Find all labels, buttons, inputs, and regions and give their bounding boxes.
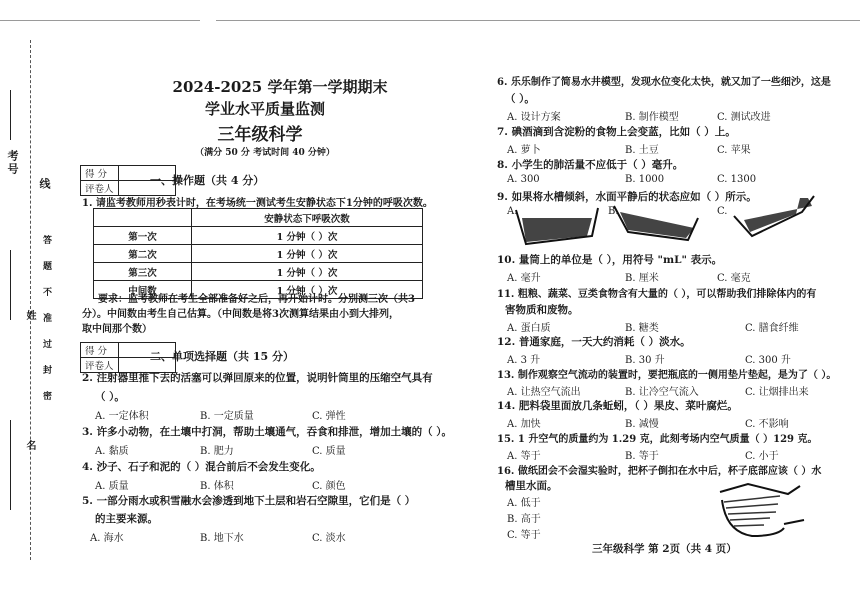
question-9: 9. 如果将水槽倾斜，水面平静后的状态应如（ ）所示。 (497, 191, 757, 203)
option-c[interactable]: C. 膳食纤维 (745, 323, 799, 334)
question-10: 10. 量筒上的单位是（ ），用符号 "mL" 表示。 (497, 254, 723, 266)
table-header: 安静状态下呼吸次数 (192, 209, 423, 227)
section2-title: 二、单项选择题（共 15 分） (150, 350, 294, 363)
row-label: 第一次 (94, 227, 192, 245)
seal-char: 准 (43, 314, 53, 324)
seal-char: 过 (43, 340, 53, 350)
table-row (94, 227, 423, 245)
question-3: 3. 许多小动物，在土壤中打洞，帮助土壤通气，吞食和排泄，增加土壤的（ ）。 (82, 426, 453, 438)
option-b[interactable]: B. 高于 (507, 514, 541, 525)
row-value[interactable]: 1 分钟（ ）次 (192, 281, 423, 299)
seal-char: 不 (43, 288, 53, 298)
option-c[interactable]: C. 等于 (507, 530, 541, 541)
breathing-table (93, 208, 423, 299)
class-blank (10, 420, 11, 510)
grader-label: 评卷人 (81, 181, 119, 196)
option-b[interactable]: B. 厘米 (625, 273, 659, 284)
score-label: 得 分 (81, 343, 119, 358)
option-a[interactable]: A. 质量 (95, 481, 129, 492)
row-label: 第二次 (94, 245, 192, 263)
question-6-cont: （ ）。 (505, 93, 535, 105)
option-c[interactable]: C. 不影响 (745, 419, 789, 430)
option-b[interactable]: B. 等于 (625, 451, 659, 462)
margin-name-mark: 名 (24, 440, 35, 452)
seal-char: 封 (43, 366, 53, 376)
option-a[interactable]: A. 让热空气流出 (507, 387, 581, 398)
option-a[interactable]: A. 毫升 (507, 273, 541, 284)
table-header-empty (94, 209, 192, 227)
option-c[interactable]: C. 质量 (312, 446, 346, 457)
table-row (94, 245, 423, 263)
binding-line (30, 40, 31, 560)
option-c[interactable]: C. 1300 (717, 174, 757, 185)
grader-label: 评卷人 (81, 358, 119, 373)
option-b[interactable]: B. 30 升 (625, 355, 665, 366)
tilted-tank-c-icon (730, 194, 820, 240)
section1-title: 一、操作题（共 4 分） (150, 174, 265, 187)
option-b[interactable]: B. 肥力 (200, 446, 234, 457)
note-line: 分）。中间数由考生自己估算。（中间数是将3次测算结果由小到大排列， (82, 309, 399, 320)
option-c[interactable]: C. 颜色 (312, 481, 346, 492)
score-label: 得 分 (81, 166, 119, 181)
option-a[interactable]: A. 等于 (507, 451, 541, 462)
option-b[interactable]: B. 制作模型 (625, 112, 679, 123)
question-4: 4. 沙子、石子和泥的（ ）混合前后不会发生变化。 (82, 461, 321, 473)
option-b[interactable]: B. 减慢 (625, 419, 659, 430)
tilted-tank-b-icon (612, 202, 702, 244)
scan-top-line-right (216, 20, 860, 21)
seal-char: 密 (43, 392, 53, 402)
exam-number-blank (10, 90, 11, 140)
option-a[interactable]: A. 蛋白质 (507, 323, 551, 334)
option-b[interactable]: B. 地下水 (200, 533, 244, 544)
question-13: 13. 制作观察空气流动的装置时，要把瓶底的一侧用垫片垫起，是为了（ ）。 (497, 370, 837, 381)
question-16-cont: 槽里水面。 (505, 480, 558, 492)
question-12: 12. 普通家庭，一天大约消耗（ ）淡水。 (497, 336, 691, 348)
option-b[interactable]: B. (608, 206, 619, 217)
option-b[interactable]: B. 糖类 (625, 323, 659, 334)
option-c[interactable]: C. 弹性 (312, 411, 346, 422)
option-a[interactable]: A. 萝卜 (507, 145, 541, 156)
note-line: 取中间那个数） (82, 324, 152, 335)
question-5-cont: 的主要来源。 (95, 513, 158, 525)
option-a[interactable]: A. 加快 (507, 419, 541, 430)
question-8: 8. 小学生的肺活量不应低于（ ）毫升。 (497, 159, 684, 171)
question-11: 11. 粗粮、蔬菜、豆类食物含有大量的（ ），可以帮助我们排除体内的有 (497, 289, 817, 300)
scan-top-line-left (0, 20, 200, 21)
option-c[interactable]: C. 让烟排出来 (745, 387, 809, 398)
question-1: 1. 请监考教师用秒表计时，在考场统一测试考生安静状态下1分钟的呼吸次数。 (82, 198, 433, 209)
question-2-cont: （ ）。 (95, 391, 125, 403)
note-line: 要求：监考教师在考生全部准备好之后，再开始计时。分别测三次（共3 (98, 294, 415, 305)
option-a[interactable]: A. 黏质 (95, 446, 129, 457)
question-2: 2. 注射器里推下去的活塞可以弹回原来的位置，说明针筒里的压缩空气具有 (82, 372, 433, 384)
exam-title-line3: 三年级科学 (217, 125, 303, 145)
requirement-note (82, 292, 432, 337)
option-b[interactable]: B. 让冷空气流入 (625, 387, 699, 398)
exam-title-line1: 2024-2025 学年第一学期期末 (172, 78, 388, 96)
option-a[interactable]: A. 300 (507, 174, 540, 185)
option-c[interactable]: C. 毫克 (717, 273, 751, 284)
row-value[interactable]: 1 分钟（ ）次 (192, 227, 423, 245)
tilted-tank-a-icon (512, 206, 602, 246)
option-c[interactable]: C. (717, 206, 728, 217)
option-b[interactable]: B. 一定质量 (200, 411, 254, 422)
option-a[interactable]: A. (507, 206, 518, 217)
option-c[interactable]: C. 小于 (745, 451, 779, 462)
seal-chars (43, 228, 55, 410)
name-blank (10, 250, 11, 320)
seal-char: 题 (43, 262, 53, 272)
question-14: 14. 肥料袋里面放几条蚯蚓，（ ）果皮、菜叶腐烂。 (497, 400, 738, 412)
row-label: 第三次 (94, 263, 192, 281)
question-11-cont: 害物质和废物。 (505, 304, 579, 316)
exam-number-label: 考号 (6, 150, 19, 176)
row-value[interactable]: 1 分钟（ ）次 (192, 263, 423, 281)
option-a[interactable]: A. 低于 (507, 498, 541, 509)
water-trough-cup-icon (712, 478, 812, 540)
question-15: 15. 1 升空气的质量约为 1.29 克，此刻考场内空气质量（ ）129 克。 (497, 434, 818, 445)
option-b[interactable]: B. 土豆 (625, 145, 659, 156)
seal-char: 答 (43, 236, 53, 246)
table-row (94, 263, 423, 281)
question-5: 5. 一部分雨水或积雪融水会渗透到地下土层和岩石空隙里，它们是（ ） (82, 495, 416, 507)
margin-name-mark: 姓 (24, 310, 35, 322)
row-label: 中间数 (94, 281, 192, 299)
option-b[interactable]: B. 1000 (625, 174, 665, 185)
exam-title-line2: 学业水平质量监测 (204, 100, 325, 118)
question-6: 6. 乐乐制作了简易水井模型，发现水位变化太快，就又加了一些细沙，这是 (497, 77, 831, 88)
option-c[interactable]: C. 淡水 (312, 533, 346, 544)
option-a[interactable]: A. 一定体积 (95, 411, 149, 422)
question-7: 7. 碘酒滴到含淀粉的食物上会变蓝，比如（ ）上。 (497, 126, 736, 138)
option-a[interactable]: A. 海水 (90, 533, 124, 544)
row-value[interactable]: 1 分钟（ ）次 (192, 245, 423, 263)
option-a[interactable]: A. 设计方案 (507, 112, 561, 123)
exam-info: （满分 50 分 考试时间 40 分钟） (195, 148, 335, 158)
margin-line-word: 线 (38, 178, 51, 191)
option-c[interactable]: C. 300 升 (745, 355, 791, 366)
option-c[interactable]: C. 测试改进 (717, 112, 771, 123)
question-16: 16. 做纸团会不会湿实验时，把杯子倒扣在水中后，杯子底部应该（ ）水 (497, 466, 822, 477)
option-a[interactable]: A. 3 升 (507, 355, 541, 366)
page-footer: 三年级科学 第 2页（共 4 页） (592, 543, 737, 555)
option-c[interactable]: C. 苹果 (717, 145, 751, 156)
option-b[interactable]: B. 体积 (200, 481, 234, 492)
